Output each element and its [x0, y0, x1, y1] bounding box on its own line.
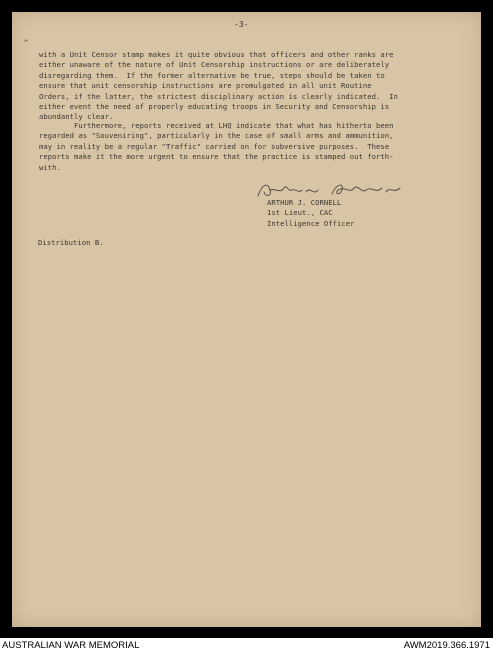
document-page	[12, 12, 481, 627]
signature-block: ARTHUR J. CORNELL 1st Lieut., CAC Intelligence Officer	[267, 198, 355, 228]
footer-catalog-id: AWM2019.366.1971	[403, 640, 490, 651]
footer-institution: AUSTRALIAN WAR MEMORIAL	[2, 640, 140, 651]
footer-bar	[0, 638, 493, 653]
margin-mark: ^	[24, 39, 29, 47]
paragraph-1: with a Unit Censor stamp makes it quite obvious that officers and other ranks are either unaware of the nature of Unit Censorship instructions or are deliberately disregarding them. If the former alternative be true, steps should be taken to ensure that unit censorship instructions are promulgated in all unit Routine Orders, if the latter, the strictest disciplinary action is clearly indicated. In either event the need of properly educating troops in Security and Censorship is abundantly clear.	[39, 50, 398, 122]
page-number: -3-	[234, 20, 249, 29]
paragraph-2: Furthermore, reports received at LHQ indicate that what has hitherto been regarded as "Souveniring", particularly in the case of small arms and ammunition, may in reality be a regular "Traffic" carried on for subversive purposes. These reports make it the more urgent to ensure that the practice is stamped out forth- with.	[39, 121, 394, 172]
distribution-line: Distribution B.	[38, 238, 104, 247]
